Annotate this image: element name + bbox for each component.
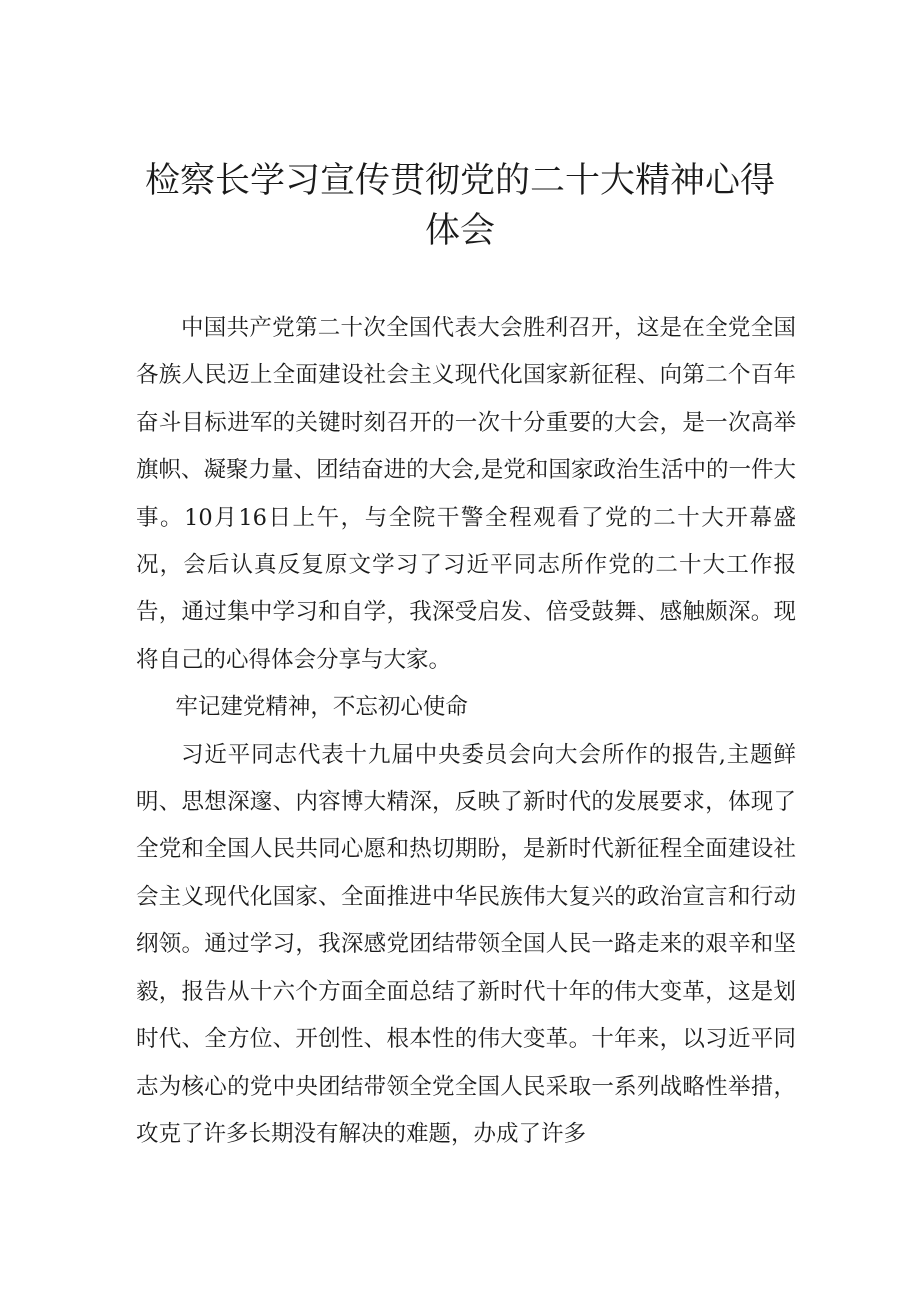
document-title (120, 156, 800, 256)
section-heading: 牢记建党精神，不忘初心使命 (175, 694, 468, 721)
paragraph-intro: 中国共产党第二十次全国代表大会胜利召开，这是在全党全国各族人民迈上全面建设社会主义现代化国家新征程、向第二个百年奋斗目标进军的关键时刻召开的一次十分重要的大会，是一次高举旗帜、凝聚力量、团结奋进的大会,是党和国家政治生活中的一件大事。10月16日上午，与全院干警全程观看了党的二十大开幕盛况，会后认真反复原文学习了习近平同志所作党的二十大工作报告，通过集中学习和自学，我深受启发、倍受鼓舞、感触颇深。现将自己的心得体会分享与大家。 (136, 315, 796, 673)
paragraph-report: 习近平同志代表十九届中央委员会向大会所作的报告,主题鲜明、思想深邃、内容博大精深，反映了新时代的发展要求，体现了全党和全国人民共同心愿和热切期盼，是新时代新征程全面建设社会主义现代化国家、全面推进中华民族伟大复兴的政治宣言和行动纲领。通过学习，我深感党团结带领全国人民一路走来的艰辛和坚毅，报告从十六个方面全面总结了新时代十年的伟大变革，这是划时代、全方位、开创性、根本性的伟大变革。十年来，以习近平同志为核心的党中央团结带领全党全国人民采取一系列战略性举措，攻克了许多长期没有解决的难题，办成了许多 (136, 741, 796, 1147)
document-body (136, 305, 796, 1158)
title-line-2: 体会 (424, 211, 495, 251)
title-line-1: 检察长学习宣传贯彻党的二十大精神心得 (144, 161, 775, 201)
